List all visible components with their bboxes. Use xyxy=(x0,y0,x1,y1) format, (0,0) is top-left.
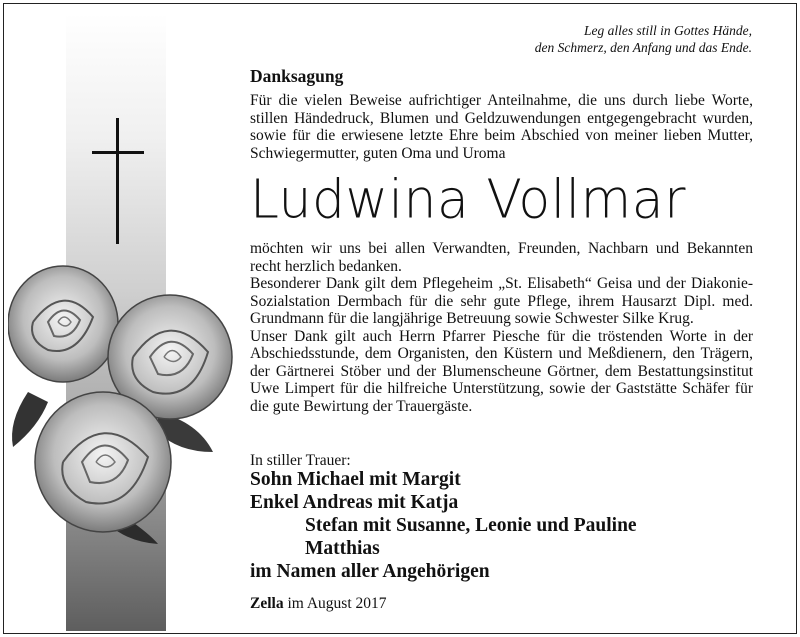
motto xyxy=(452,22,752,56)
signatory-line: Matthias xyxy=(305,538,380,559)
deceased-name: Ludwina Vollmar xyxy=(250,169,686,231)
cross-icon xyxy=(92,118,144,244)
intro-paragraph: Für die vielen Beweise aufrichtiger Anteilnahme, die uns durch liebe Worte, stillen Händedruck, Blumen und Geldzuwendungen entgegengebracht wurden, sowie für die erwiesene letzte Ehre beim Abschied von meiner lieben Mutter, Schwiegermutter, guten Oma und Uroma xyxy=(250,92,753,162)
thanks-block xyxy=(250,240,753,415)
thanks-paragraph-3: Unser Dank gilt auch Herrn Pfarrer Piesche für die tröstenden Worte in der Abschiedsstunde, dem Organisten, den Küstern und Meßdienern, den Trägern, der Gärtnerei Stöber und der Blumenscheune Görtner, dem Bestattungsinstitut Uwe Limpert für die hilfreiche Unterstützung, sowie der Gaststätte Schäfer für die gute Bewirtung der Trauergäste. xyxy=(250,327,753,415)
mourning-label: In stiller Trauer: xyxy=(250,452,351,469)
signatory-line: im Namen aller Angehörigen xyxy=(250,561,490,582)
place: Zella xyxy=(250,595,284,612)
thanks-paragraph-2: Besonderer Dank gilt dem Pflegeheim „St. Elisabeth“ Geisa und der Diakonie-Sozialstation Dermbach für die sehr gute Pflege, ihrem Hausarzt Dipl. med. Grundmann für die langjährige Betreuung sowie Schwester Silke Krug. xyxy=(250,275,753,327)
thanks-paragraph-1: möchten wir uns bei allen Verwandten, Freunden, Nachbarn und Bekannten recht herzlich bedanken. xyxy=(250,240,753,275)
notice-heading: Danksagung xyxy=(250,66,344,86)
place-and-date xyxy=(250,595,387,613)
signatory-line: Enkel Andreas mit Katja xyxy=(250,492,459,513)
motto-line-2: den Schmerz, den Anfang und das Ende. xyxy=(534,40,752,55)
rose-bottom xyxy=(35,392,171,532)
motto-line-1: Leg alles still in Gottes Hände, xyxy=(584,23,752,38)
signatory-line: Stefan mit Susanne, Leonie und Pauline xyxy=(305,515,637,536)
date-text: im August 2017 xyxy=(287,595,387,612)
roses-illustration xyxy=(8,262,238,544)
signatory-line: Sohn Michael mit Margit xyxy=(250,469,461,490)
rose-top-left xyxy=(8,266,118,382)
